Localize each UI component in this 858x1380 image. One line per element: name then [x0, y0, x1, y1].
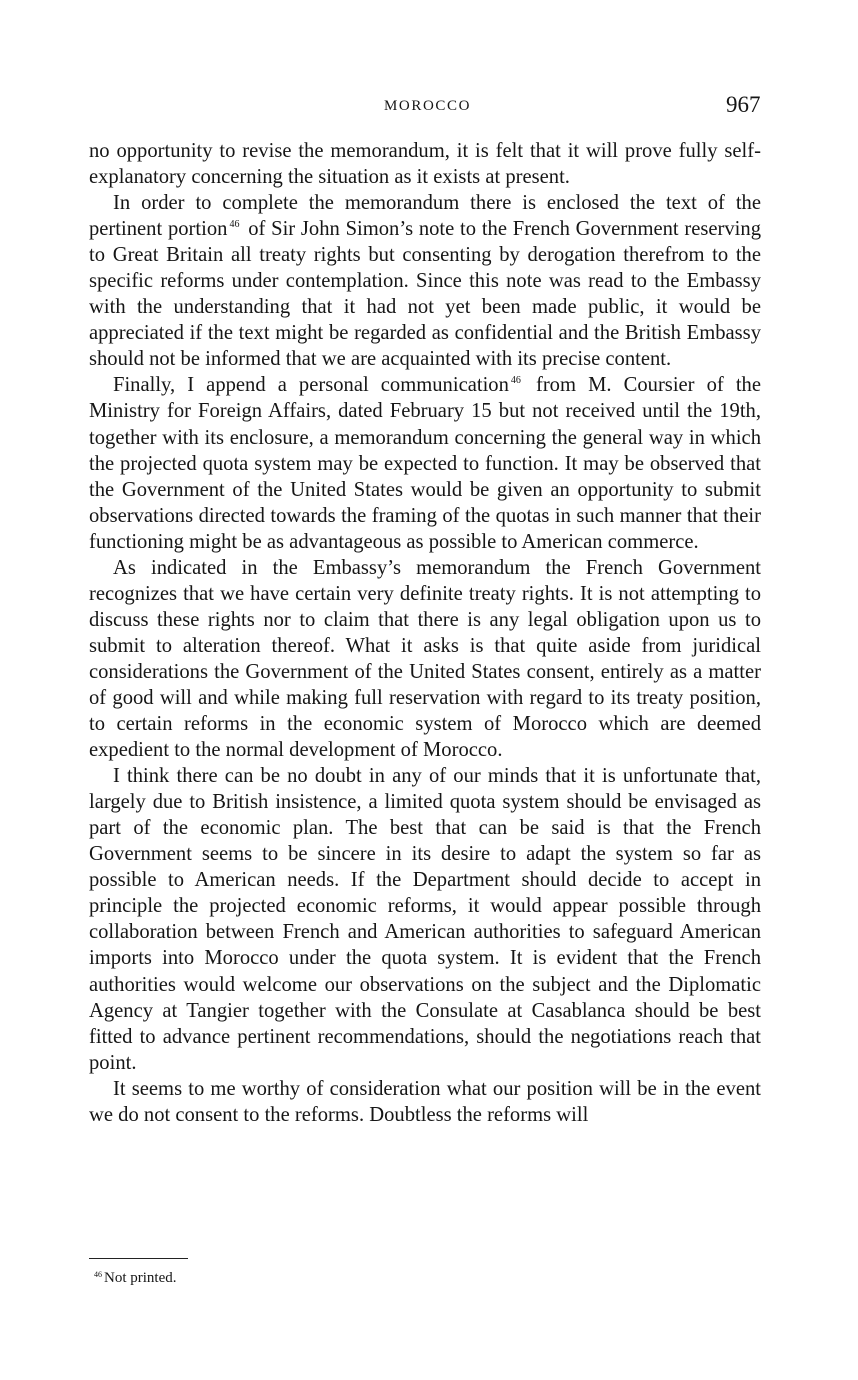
paragraph-text: no opportunity to revise the memorandum, it is felt that it will prove fully self-explanatory concerning the situation as it exists at present.: [89, 140, 761, 189]
footnote-reference[interactable]: 46: [229, 219, 240, 231]
paragraph-text: I think there can be no doubt in any of our minds that it is unfortunate that, largely due to British insistence, a limited quota system should be envisaged as part of the economic plan. The best that can be said is that the French Government seems to be sincere in its desire to adapt the system so far as possible to American needs. If the Department should decide to accept in principle the projected economic reforms, it would appear possible through collaboration between French and American authorities to safeguard American imports into Morocco under the quota system. It is evident that the French authorities would welcome our observations on the subject and the Diplomatic Agency at Tangier together with the Consulate at Casablanca should be best fitted to advance pertinent recommendations, should the negotiations reach that point.: [89, 765, 761, 1074]
paragraph-enclosed-memorandum: [89, 190, 761, 372]
body-text: [89, 138, 761, 1128]
paragraph-text: It seems to me worthy of consideration what our position will be in the event we do not consent to the reforms. Doubtless the reforms will: [89, 1077, 761, 1126]
paragraph-coursier-communication: [89, 372, 761, 554]
paragraph-text: In order to complete the memorandum there is enclosed the text of the pertinent portion: [89, 192, 761, 241]
paragraph-text: As indicated in the Embassy’s memorandum the French Government recognizes that we have certain very definite treaty rights. It is not attempting to discuss these rights nor to claim that there is any legal obligation upon us to submit to alteration thereof. What it asks is that quite aside from juridical considerations the Government of the United States consent, entirely as a matter of good will and while making full reservation with regard to its treaty position, to certain reforms in the economic system of Morocco which are deemed expedient to the normal development of Morocco.: [89, 556, 761, 762]
footnote-reference[interactable]: 46: [510, 375, 521, 387]
footnote-marker: 46: [94, 1270, 102, 1279]
paragraph-text: of Sir John Simon’s note to the French Government reserving to Great Britain all treaty rights but consenting by derogation therefrom to the specific reforms under contemplation. Since this note was read to the Embassy with the understanding that it had not yet been made public, it would be appreciated if the text might be regarded as confidential and the British Embassy should not be informed that we are acquainted with its precise content.: [89, 218, 761, 371]
paragraph-our-position: [89, 1076, 761, 1128]
page-header: [0, 92, 858, 126]
paragraph-quota-system: [89, 763, 761, 1076]
running-title: MOROCCO: [384, 98, 472, 114]
paragraph-text: from M. Coursier of the Ministry for Foreign Affairs, dated February 15 but not received until the 19th, together with its enclosure, a memorandum concerning the general way in which the projected quota system may be expected to function. It may be observed that the Government of the United States would be given an opportunity to submit observations directed towards the framing of the quotas in such manner that their functioning might be as advantageous as possible to American commerce.: [89, 374, 761, 553]
footnote-text: Not printed.: [104, 1270, 177, 1286]
paragraph-continuation: [89, 138, 761, 190]
paragraph-treaty-rights: [89, 555, 761, 763]
footnote: [94, 1270, 177, 1287]
footnote-divider: [89, 1258, 188, 1259]
page-number: 967: [726, 92, 761, 117]
paragraph-text: Finally, I append a personal communication: [113, 374, 509, 397]
